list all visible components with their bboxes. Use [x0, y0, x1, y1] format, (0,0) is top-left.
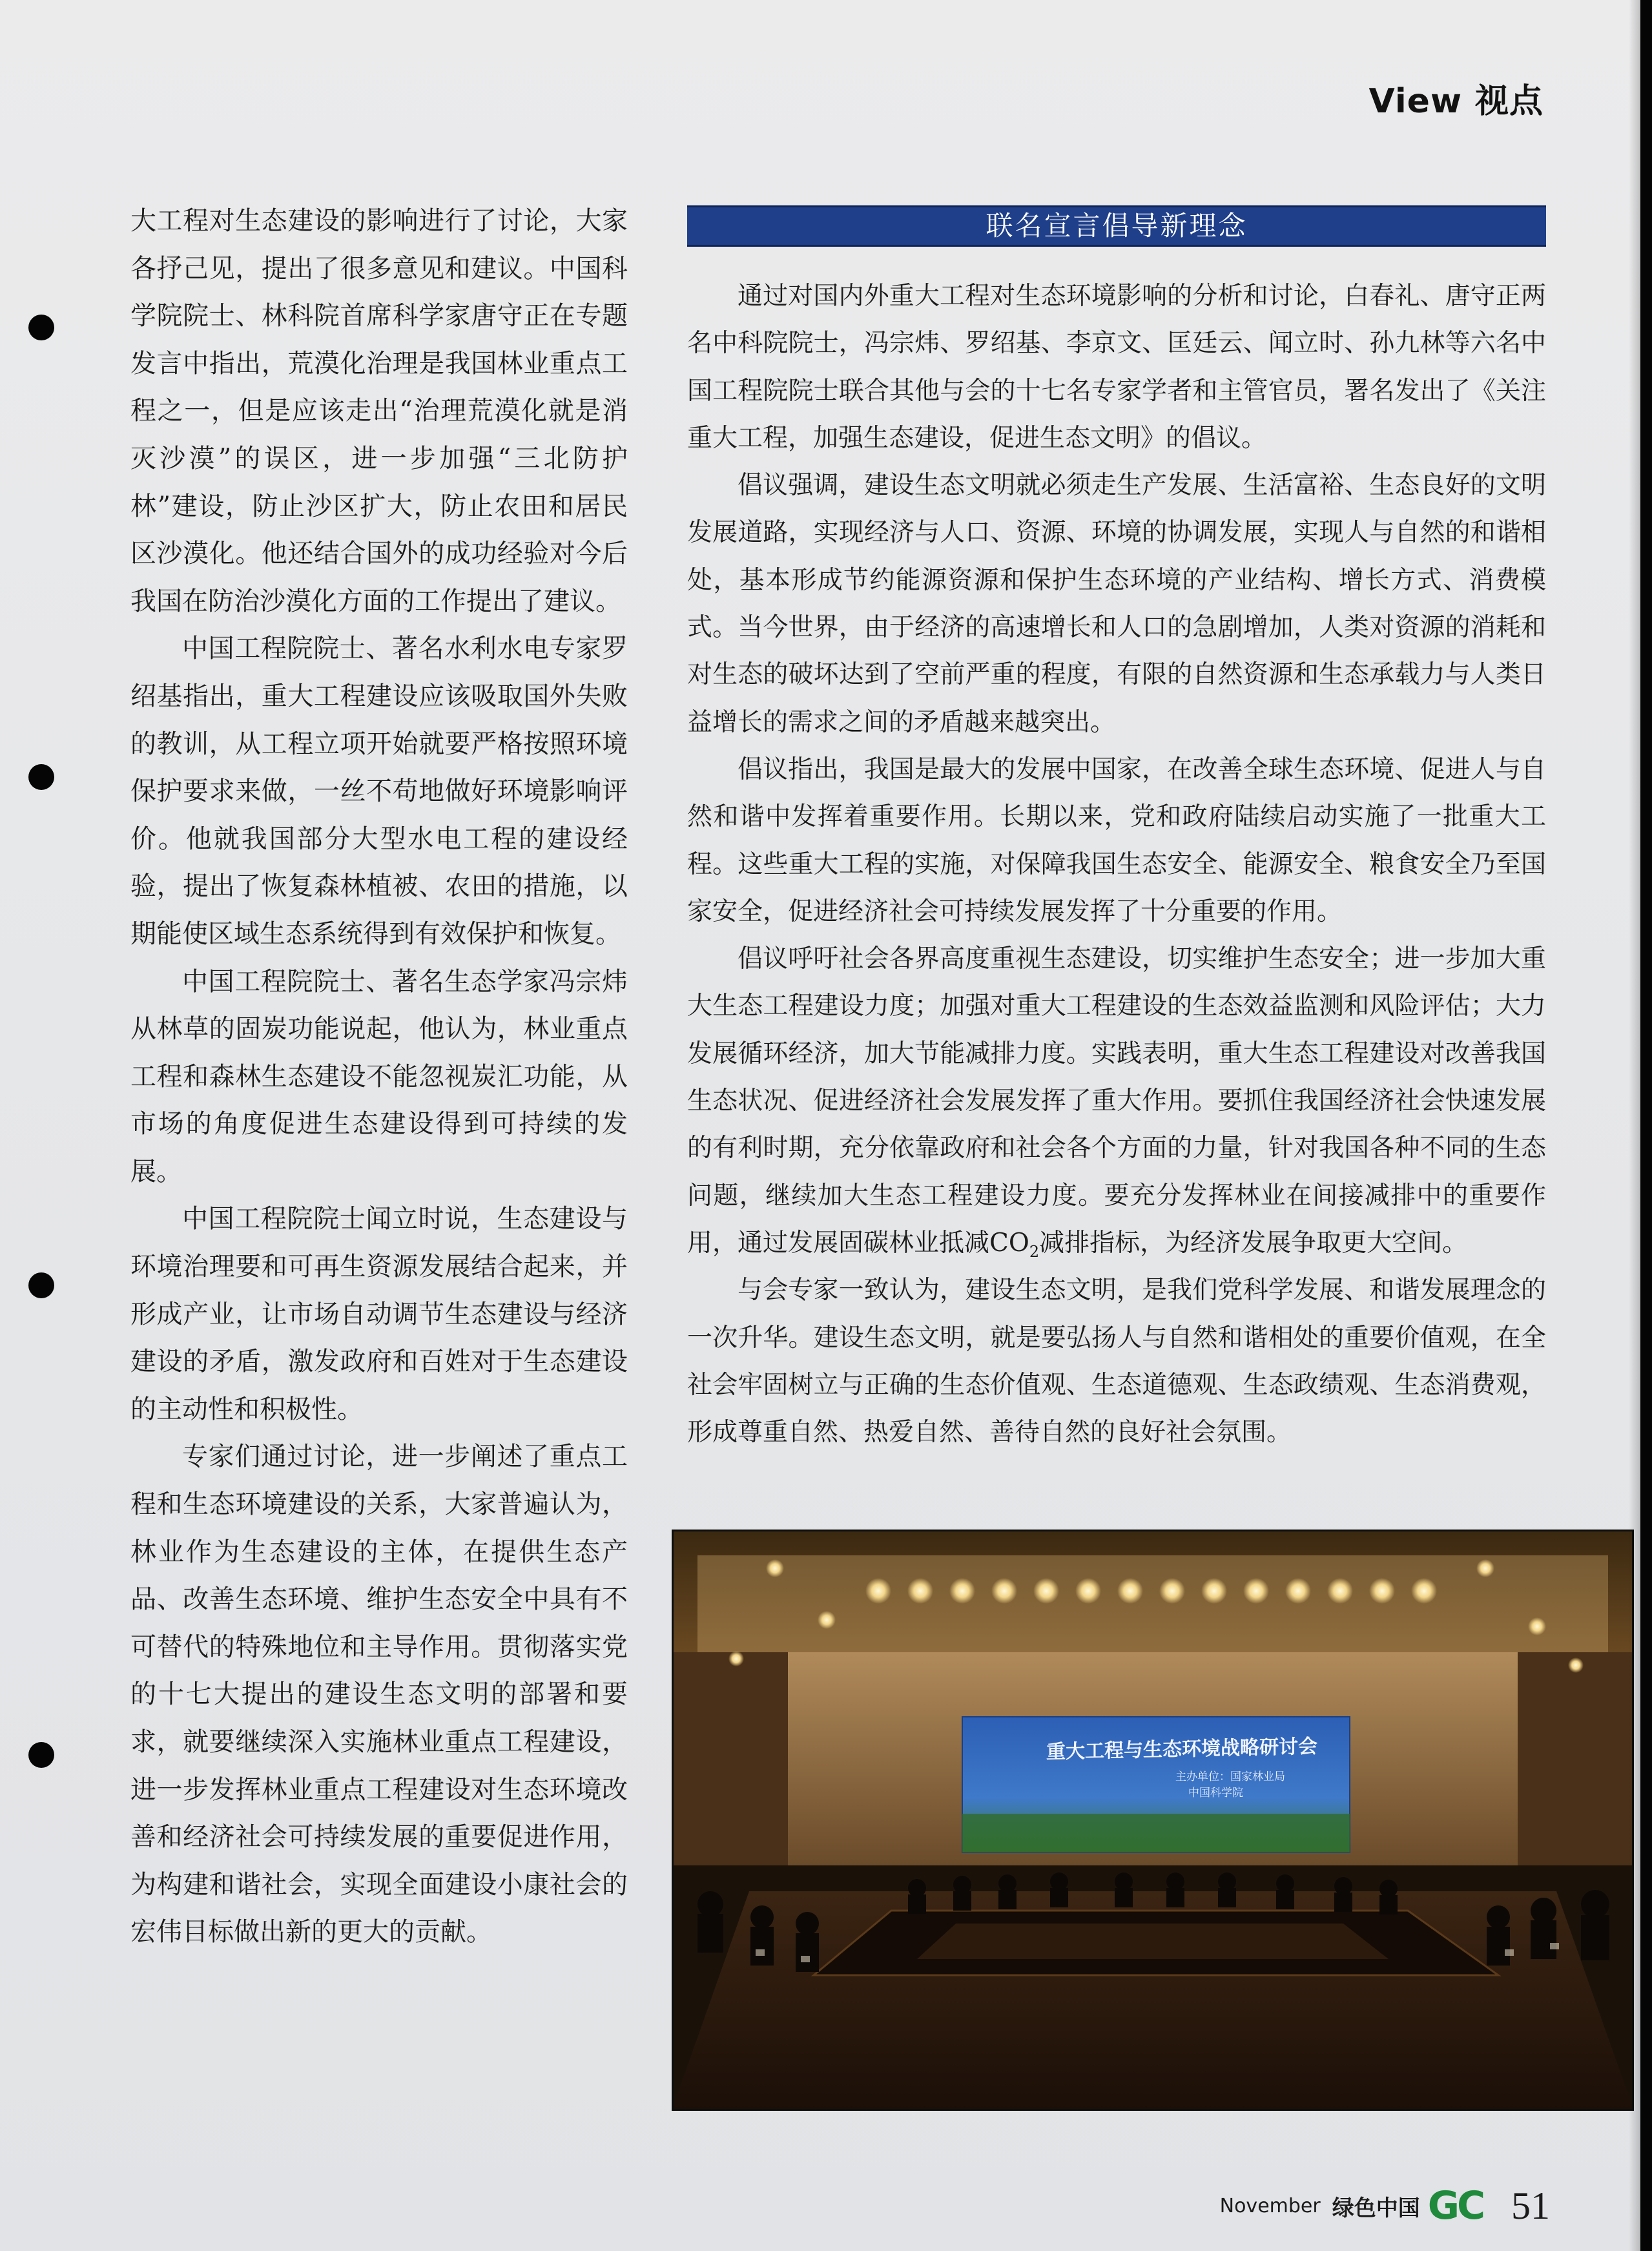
right-paragraph — [687, 935, 1546, 1267]
section-label-zh: 视点 — [1474, 82, 1544, 121]
punch-hole — [28, 315, 54, 340]
banner-organizer: 主办单位：国家林业局 — [1175, 1770, 1285, 1783]
left-paragraph: 中国工程院院士、著名生态学家冯宗炜从林草的固炭功能说起，他认为，林业重点工程和森林生态建设不能忽视炭汇功能，从市场的角度促进生态建设得到可持续的发展。 — [130, 966, 628, 1187]
left-column — [130, 198, 628, 1956]
left-paragraph: 中国工程院院士闻立时说，生态建设与环境治理要和可再生资源发展结合起来，并形成产业，让市场自动调节生态建设与经济建设的矛盾，激发政府和百姓对于生态建设的主动性和积极性。 — [130, 1204, 628, 1424]
magazine-logo: GC — [1427, 2183, 1483, 2228]
right-paragraph: 倡议指出，我国是最大的发展中国家，在改善全球生态环境、促进人与自然和谐中发挥着重要作用。长期以来，党和政府陆续启动实施了一批重大工程。这些重大工程的实施，对保障我国生态安全、能源安全、粮食安全乃至国家安全，促进经济社会可持续发展发挥了十分重要的作用。 — [687, 754, 1546, 926]
banner-title: 重大工程与生态环境战略研讨会 — [1046, 1735, 1317, 1764]
section-label-en: View — [1368, 82, 1462, 121]
co2-subscript: 2 — [1029, 1242, 1040, 1261]
punch-hole — [28, 1742, 54, 1768]
right-column — [687, 205, 1546, 1456]
page-footer — [1220, 2183, 1550, 2228]
conference-photo-illustration — [672, 1530, 1634, 2111]
right-paragraph-tail: 减排指标，为经济发展争取更大空间。 — [1039, 1228, 1468, 1258]
issue-month: November — [1219, 2194, 1321, 2217]
right-column-body — [687, 273, 1546, 1456]
section-header — [1369, 74, 1544, 122]
left-paragraph: 中国工程院院士、著名水利水电专家罗绍基指出，重大工程建设应该吸取国外失败的教训，从工程立项开始就要严格按照环境保护要求来做，一丝不苟地做好环境影响评价。他就我国部分大型水电工程的建设经验，提出了恢复森林植被、农田的措施，以期能使区域生态系统得到有效保护和恢复。 — [130, 634, 628, 949]
banner-organizer: 中国科学院 — [1188, 1787, 1243, 1800]
conference-photo — [672, 1530, 1634, 2111]
left-paragraph: 专家们通过讨论，进一步阐述了重点工程和生态环境建设的关系，大家普遍认为，林业作为生态建设的主体，在提供生态产品、改善生态环境、维护生态安全中具有不可替代的特殊地位和主导作用。贯彻落实党的十七大提出的建设生态文明的部署和要求，就要继续深入实施林业重点工程建设，进一步发挥林业重点工程建设对生态环境改善和经济社会可持续发展的重要促进作用，为构建和谐社会，实现全面建设小康社会的宏伟目标做出新的更大的贡献。 — [130, 1442, 628, 1947]
magazine-name: 绿色中国 — [1332, 2195, 1420, 2221]
page-number: 51 — [1511, 2184, 1550, 2227]
punch-hole — [28, 1272, 54, 1298]
section-title-bar: 联名宣言倡导新理念 — [687, 205, 1546, 247]
right-paragraph: 通过对国内外重大工程对生态环境影响的分析和讨论，白春礼、唐守正两名中科院院士，冯宗炜、罗绍基、李京文、匡廷云、闻立时、孙九林等六名中国工程院院士联合其他与会的十七名专家学者和主管官员，署名发出了《关注重大工程，加强生态建设，促进生态文明》的倡议。 — [687, 282, 1546, 453]
punch-hole — [28, 764, 54, 790]
right-paragraph: 倡议强调，建设生态文明就必须走生产发展、生活富裕、生态良好的文明发展道路，实现经济与人口、资源、环境的协调发展，实现人与自然的和谐相处，基本形成节约能源资源和保护生态环境的产业结构、增长方式、消费模式。当今世界，由于经济的高速增长和人口的急剧增加，人类对资源的消耗和对生态的破坏达到了空前严重的程度，有限的自然资源和生态承载力与人类日益增长的需求之间的矛盾越来越突出。 — [687, 471, 1546, 737]
right-paragraph: 与会专家一致认为，建设生态文明，是我们党科学发展、和谐发展理念的一次升华。建设生态文明，就是要弘扬人与自然和谐相处的重要价值观，在全社会牢固树立与正确的生态价值观、生态道德观、生态政绩观、生态消费观，形成尊重自然、热爱自然、善待自然的良好社会氛围。 — [687, 1276, 1546, 1447]
left-paragraph: 大工程对生态建设的影响进行了讨论，大家各抒己见，提出了很多意见和建议。中国科学院院士、林科院首席科学家唐守正在专题发言中指出，荒漠化治理是我国林业重点工程之一，但是应该走出“治理荒漠化就是消灭沙漠”的误区，进一步加强“三北防护林”建设，防止沙区扩大，防止农田和居民区沙漠化。他还结合国外的成功经验对今后我国在防治沙漠化方面的工作提出了建议。 — [130, 206, 628, 616]
right-paragraph-text: 倡议呼吁社会各界高度重视生态建设，切实维护生态安全；进一步加大重大生态工程建设力度；加强对重大工程建设的生态效益监测和风险评估；大力发展循环经济，加大节能减排力度。实践表明，重大生态工程建设对改善我国生态状况、促进经济社会发展发挥了重大作用。要抓住我国经济社会快速发展的有利时期，充分依靠政府和社会各个方面的力量，针对我国各种不同的生态问题，继续加大生态工程建设力度。要充分发挥林业在间接减排中的重要作用，通过发展固碳林业抵减CO — [687, 944, 1546, 1258]
